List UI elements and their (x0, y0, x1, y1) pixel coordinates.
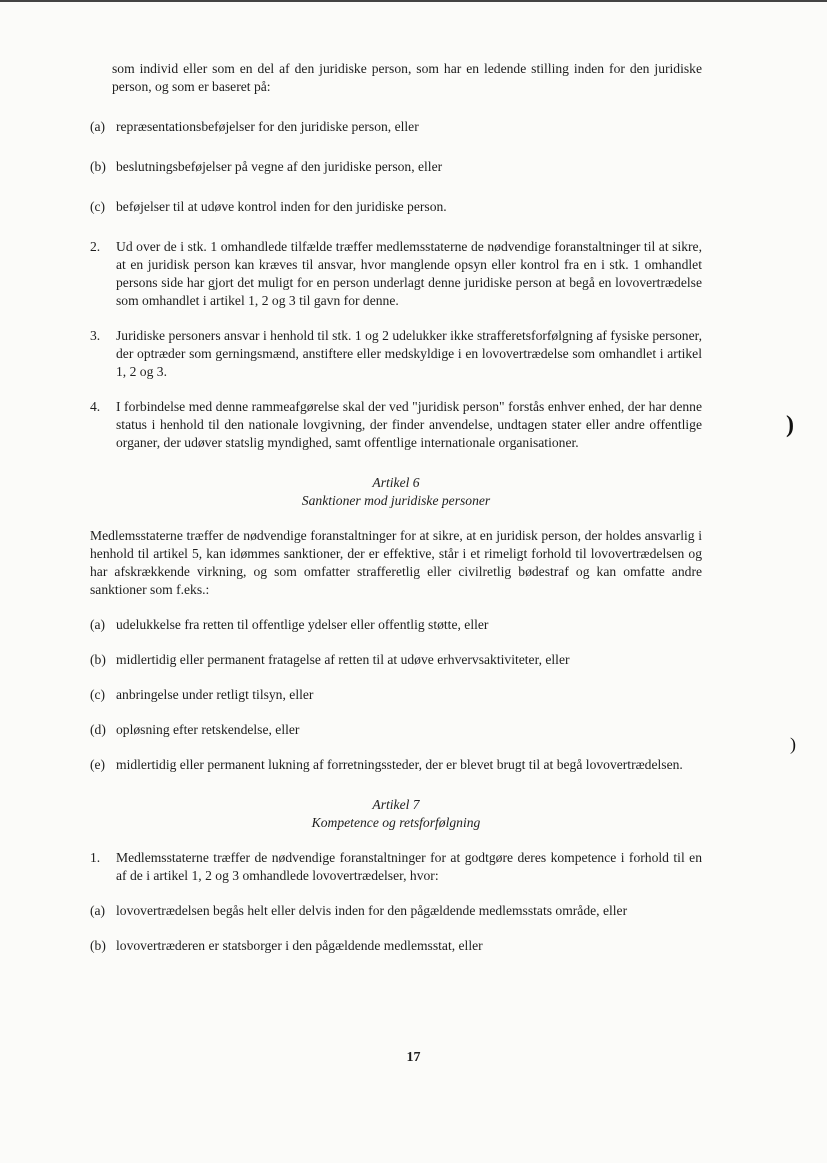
item-text: beslutningsbeføjelser på vegne af den juridiske person, eller (116, 159, 443, 174)
list-item (90, 118, 702, 136)
margin-mark: ) (790, 734, 796, 754)
list-item (90, 756, 702, 774)
list-item (90, 721, 702, 739)
item-marker: (a) (90, 617, 106, 632)
margin-mark: ) (786, 412, 794, 438)
paragraph-text: Ud over de i stk. 1 omhandlede tilfælde træffer medlemsstaterne de nødvendige foranstaltninger til at sikre, at en juridisk person kan kræves til ansvar, hvor manglende opsyn eller kontrol fra en i stk. 1 omhandlet persons side har gjort det muligt for en person underlagt denne juridiske person at begå en lovovertrædelse som omhandlet i artikel 1, 2 og 3 til gavn for denne. (116, 239, 702, 308)
item-marker: (d) (90, 722, 106, 737)
top-edge-rule (0, 0, 827, 2)
paragraph-text: I forbindelse med denne rammeafgørelse skal der ved "juridisk person" forstås enhver enhed, der har denne status i henhold til den nationale lovgivning, der finder anvendelse, undtagen stater eller andre offentlige organer, der udøver statslig myndighed, samt offentlige internationale organisationer. (116, 399, 702, 450)
numbered-paragraph (90, 398, 702, 452)
numbered-paragraph (90, 849, 702, 885)
item-marker: (b) (90, 652, 106, 667)
item-marker: (b) (90, 159, 106, 174)
paragraph-text: Medlemsstaterne træffer de nødvendige foranstaltninger for at godtgøre deres kompetence i forhold til en af de i artikel 1, 2 og 3 omhandlede lovovertrædelser, hvor: (116, 850, 702, 883)
list-item (90, 198, 702, 216)
item-marker: (a) (90, 119, 106, 134)
item-marker: (c) (90, 199, 106, 214)
paragraph-number: 1. (90, 850, 101, 865)
numbered-paragraph (90, 238, 702, 310)
item-text: udelukkelse fra retten til offentlige ydelser eller offentlig støtte, eller (116, 617, 489, 632)
list-item (90, 616, 702, 634)
item-marker: (c) (90, 687, 106, 702)
item-marker: (a) (90, 903, 106, 918)
article-6-intro: Medlemsstaterne træffer de nødvendige foranstaltninger for at sikre, at en juridisk person, der holdes ansvarlig i henhold til artikel 5, kan idømmes sanktioner, der er effektive, står i et rimeligt forhold til lovovertrædelsen og har afskrækkende virkning, og som omfatter strafferetlig eller civilretlig bødestraf og kan omfatte andre sanktioner som f.eks.: (90, 528, 702, 597)
item-text: opløsning efter retskendelse, eller (116, 722, 300, 737)
list-item (90, 686, 702, 704)
article-6-title: Sanktioner mod juridiske personer (301, 493, 491, 508)
item-text: midlertidig eller permanent lukning af forretningssteder, der er blevet brugt til at begå lovovertrædelsen. (116, 757, 683, 772)
item-text: lovovertrædelsen begås helt eller delvis inden for den pågældende medlemsstats område, eller (116, 903, 628, 918)
paragraph-number: 2. (90, 239, 101, 254)
item-marker: (e) (90, 757, 106, 772)
item-text: beføjelser til at udøve kontrol inden for den juridiske person. (116, 199, 447, 214)
paragraph-number: 3. (90, 328, 101, 343)
paragraph-text: Juridiske personers ansvar i henhold til stk. 1 og 2 udelukker ikke strafferetsforfølgning af fysiske personer, der optræder som gerningsmænd, anstiftere eller medskyldige i en lovovertrædelse som omhandlet i artikel 1, 2 og 3. (116, 328, 702, 379)
article-6-number: Artikel 6 (372, 475, 420, 490)
intro-paragraph: som individ eller som en del af den juridiske person, som har en ledende stilling inden for den juridiske person, og som er baseret på: (112, 61, 702, 94)
list-item (90, 937, 702, 955)
item-marker: (b) (90, 938, 106, 953)
item-text: lovovertræderen er statsborger i den pågældende medlemsstat, eller (116, 938, 483, 953)
item-text: anbringelse under retligt tilsyn, eller (116, 687, 314, 702)
paragraph-number: 4. (90, 399, 101, 414)
page-number: 17 (406, 1050, 421, 1065)
document-page (90, 60, 702, 955)
numbered-paragraph (90, 327, 702, 381)
list-item (90, 158, 702, 176)
list-item (90, 902, 702, 920)
article-7-title: Kompetence og retsforfølgning (311, 815, 481, 830)
item-text: midlertidig eller permanent fratagelse af retten til at udøve erhvervsaktiviteter, eller (116, 652, 570, 667)
item-text: repræsentationsbeføjelser for den juridiske person, eller (116, 119, 419, 134)
list-item (90, 651, 702, 669)
article-7-number: Artikel 7 (372, 797, 420, 812)
